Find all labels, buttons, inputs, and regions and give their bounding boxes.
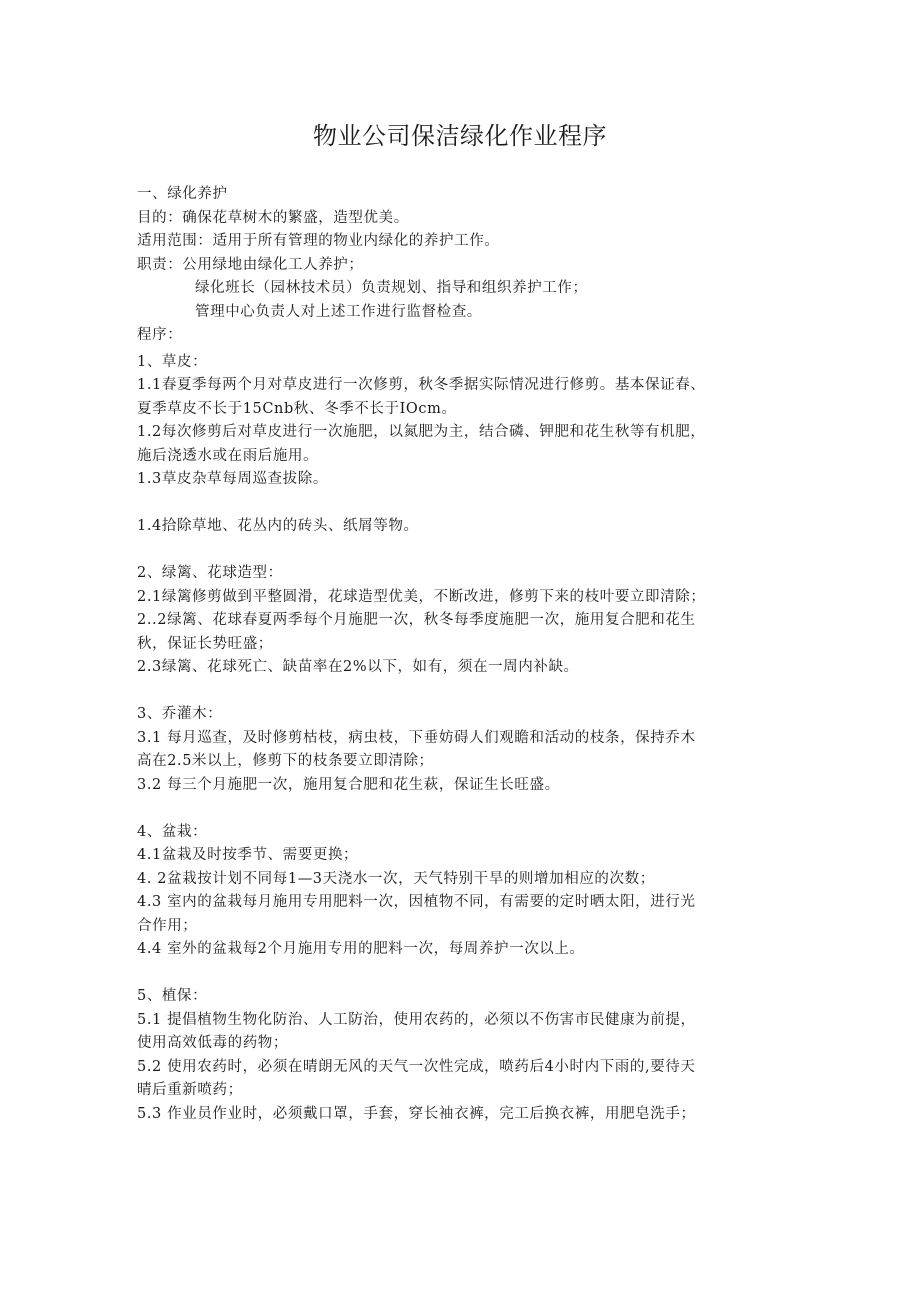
subsection-heading-pots: 4、盆栽：: [137, 823, 208, 840]
paragraph-line: 2.1绿篱修剪做到平整圆滑，花球造型优美，不断改进，修剪下来的枝叶要立即清除；: [137, 588, 706, 605]
scope-text: 适用范围：适用于所有管理的物业内绿化的养护工作。: [137, 233, 500, 249]
duty-text: 绿化班长（园林技术员）负责规划、指导和组织养护工作；: [195, 280, 588, 296]
paragraph-line: 4. 2盆栽按计划不同每1—3天浇水一次，天气特别干旱的则增加相应的次数；: [137, 870, 655, 887]
document-body: [137, 183, 782, 1126]
paragraph-line: 夏季草皮不长于15Cnb秋、冬季不长于IOcm。: [137, 400, 457, 417]
duty-text: 管理中心负责人对上述工作进行监督检查。: [195, 303, 482, 320]
procedure-label: 程序：: [137, 327, 183, 343]
subsection-heading-plant-protection: 5、植保：: [137, 988, 208, 1004]
section-heading-greening: 一、绿化养护: [137, 186, 228, 202]
paragraph-line: 1.4拾除草地、花丛内的砖头、纸屑等物。: [137, 518, 419, 534]
paragraph-line: 3.2 每三个月施肥一次，施用复合肥和花生萩，保证生长旺盛。: [137, 776, 560, 793]
paragraph-line: 3.1 每月巡查，及时修剪枯枝，病虫枝，下垂妨碍人们观瞻和活动的枝条，保持乔木: [137, 729, 696, 746]
subsection-heading-trees: 3、乔灌木：: [137, 706, 223, 722]
paragraph-line: 1.2每次修剪后对草皮进行一次施肥，以氮肥为主，结合磷、钾肥和花生秋等有机肥，: [137, 424, 706, 440]
paragraph-line: 5.2 使用农药时，必须在晴朗无风的天气一次性完成，喷药后4小时内下雨的,要待天: [137, 1058, 696, 1075]
paragraph-line: 1.3草皮杂草每周巡查拔除。: [137, 471, 328, 487]
purpose-text: 目的：确保花草树木的繁盛，造型优美。: [137, 209, 409, 226]
subsection-heading-hedge: 2、绿篱、花球造型：: [137, 565, 283, 581]
paragraph-line: 1.1春夏季每两个月对草皮进行一次修剪，秋冬季据实际情况进行修剪。基本保证春、: [137, 377, 706, 393]
paragraph-line: 使用高效低毒的药物；: [137, 1035, 288, 1051]
paragraph-line: 4.1盆栽及时按季节、需要更换；: [137, 847, 359, 863]
duty-text: 职责：公用绿地由绿化工人养护；: [137, 256, 364, 273]
paragraph-line: 4.4 室外的盆栽每2个月施用专用的肥料一次，每周养护一次以上。: [137, 941, 585, 957]
paragraph-line: 施后浇透水或在雨后施用。: [137, 447, 319, 464]
paragraph-line: 晴后重新喷药；: [137, 1082, 243, 1098]
paragraph-line: 4.3 室内的盆栽每月施用专用肥料一次，因植物不同，有需要的定时晒太阳，进行光: [137, 894, 696, 910]
subsection-heading-lawn: 1、草皮：: [137, 353, 208, 370]
paragraph-line: 5.1 提倡植物生物化防治、人工防治，使用农药的，必须以不伤害市民健康为前提，: [137, 1011, 696, 1028]
paragraph-line: 5.3 作业员作业时，必须戴口罩，手套，穿长袖衣裤，完工后换衣裤，用肥皂洗手；: [137, 1105, 696, 1122]
paragraph-line: 高在2.5米以上，修剪下的枝条要立即清除；: [137, 753, 434, 769]
paragraph-line: 合作用；: [137, 917, 198, 934]
paragraph-line: 2.3绿篱、花球死亡、缺苗率在2%以下，如有，须在一周内补缺。: [137, 659, 579, 675]
paragraph-line: 秋，保证长势旺盛；: [137, 635, 273, 652]
document-title: 物业公司保洁绿化作业程序: [313, 122, 607, 150]
paragraph-line: 2..2绿篱、花球春夏两季每个月施肥一次，秋冬每季度施肥一次，施用复合肥和花生: [137, 612, 696, 628]
